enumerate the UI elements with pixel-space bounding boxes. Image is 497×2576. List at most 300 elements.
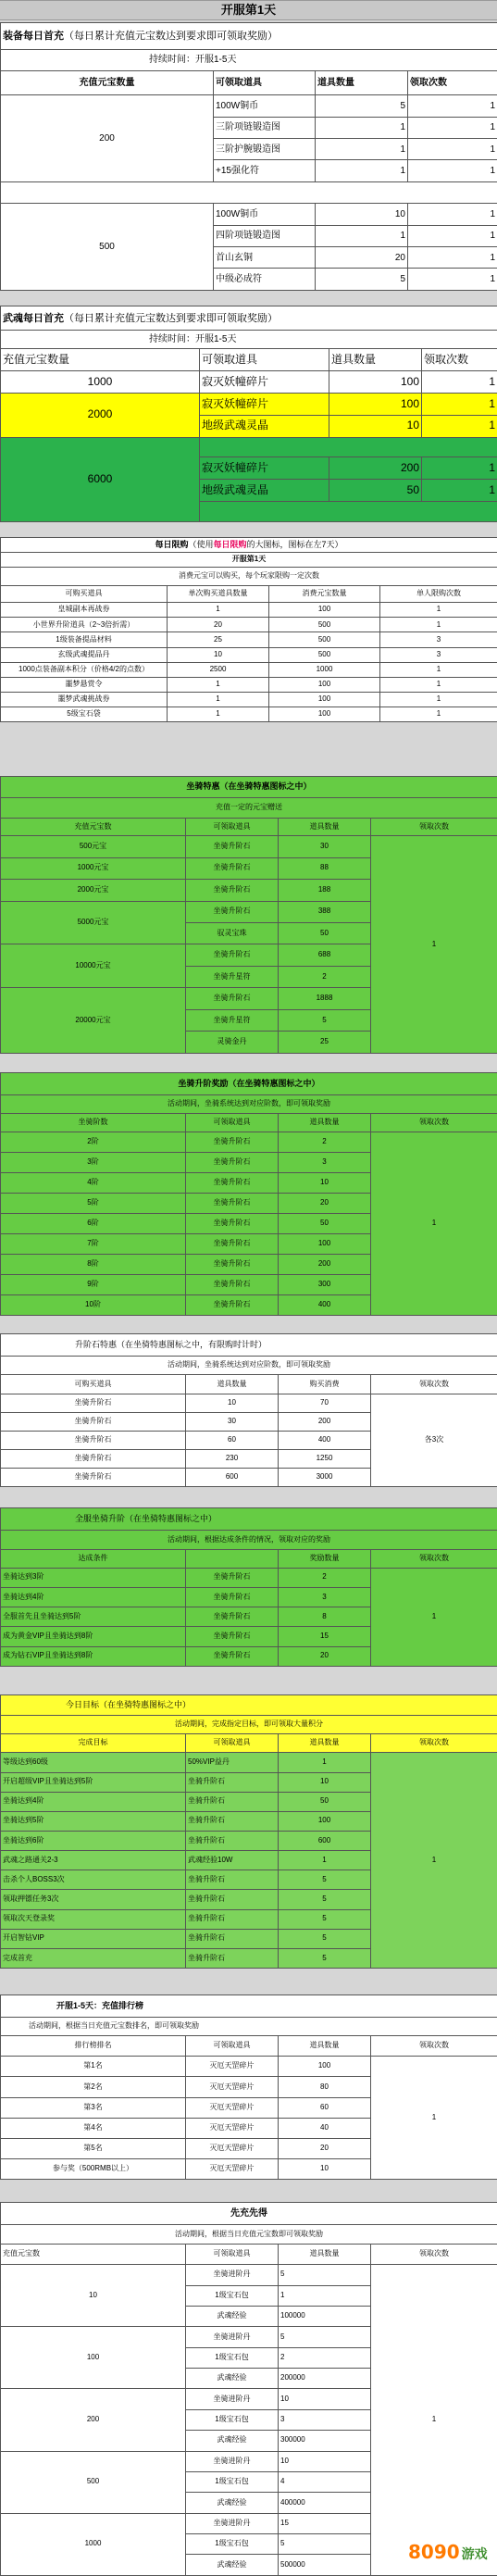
item-cell: 地级武魂灵晶 [200,480,329,502]
col-header: 道具数量 [186,1375,279,1394]
rank-cell: 第4名 [1,2118,186,2138]
col-header: 可领取道具 [200,348,329,370]
watermark-logo: 8090 [408,2541,460,2563]
qty-cell: 10 [186,1394,279,1413]
item-cell: 坐骑升阶石 [1,1413,186,1432]
rule-text: 充值一定的元宝赠送 [1,798,497,818]
qty-cell: 15 [279,1627,371,1646]
duration-text: 持续时间：开服1-5天 [1,49,497,70]
col-header: 单次购买道具数量 [168,586,269,603]
site-watermark [408,2541,491,2570]
qty-cell: 20 [316,247,408,269]
qty-cell: 50 [329,480,422,502]
qty-cell: 1 [168,603,269,618]
amount-cell: 500 [1,204,214,291]
qty-cell: 230 [186,1450,279,1469]
col-header: 道具数量 [279,2036,371,2057]
times-cell: 1 [408,117,497,138]
item-cell: 坐骑升阶石 [186,1909,279,1929]
qty-cell: 1 [168,677,269,692]
item-cell: 坐骑升阶石 [186,1948,279,1968]
limit-cell: 1 [380,677,497,692]
amount-cell: 1000 [1,370,200,393]
cost-cell: 3000 [279,1469,371,1487]
section-title: 开服1-5天：充值排行榜 [1,1995,497,2018]
qty-cell: 20 [279,2138,371,2158]
amount-cell: 1000 [1,2513,186,2575]
col-header: 可购买道具 [1,586,168,603]
mount-special-offer [0,776,497,1054]
times-cell: 1 [422,415,497,437]
item-cell: 1级宝石包 [186,2471,279,2492]
daily-goals [0,1694,497,1969]
qty-cell: 10 [168,647,269,662]
item-cell: +15强化符 [214,160,316,181]
item-cell: 坐骑升阶石 [1,1394,186,1413]
item-cell: 灭厄天罡碎片 [186,2118,279,2138]
item-cell: 坐骑升阶石 [186,1772,279,1792]
col-header: 充值元宝数量 [1,348,200,370]
qty-cell: 388 [279,901,371,922]
qty-cell: 200 [329,457,422,480]
qty-cell: 2 [279,2347,371,2368]
amount-cell: 10000元宝 [1,944,186,988]
item-cell: 坐骑升星符 [186,966,279,987]
col-header: 可领取道具 [214,71,316,95]
level-cell: 5阶 [1,1194,186,1214]
qty-cell: 400000 [279,2493,371,2513]
qty-cell: 20 [279,1194,371,1214]
item-cell: 1级宝石包 [186,2347,279,2368]
qty-cell: 1 [168,692,269,707]
times-cell: 1 [422,457,497,480]
qty-cell: 50 [279,922,371,944]
times-cell: 1 [371,2265,497,2576]
goal-cell: 坐骑达到5阶 [1,1811,186,1831]
qty-cell: 300000 [279,2431,371,2451]
rank-cell: 第3名 [1,2097,186,2118]
cost-cell: 1250 [279,1450,371,1469]
item-cell: 坐骑升阶石 [186,1792,279,1811]
amount-cell: 500 [1,2451,186,2513]
rule-text: 活动期间，根据当日充值元宝数即可领取奖励 [1,2225,497,2244]
qty-cell: 8 [279,1607,371,1627]
item-cell: 坐骑进阶丹 [186,2265,279,2285]
first-come-first-served [0,2202,497,2576]
col-header: 充值元宝数 [1,818,186,835]
item-cell: 1级宝石包 [186,2534,279,2555]
cost-cell: 500 [269,618,380,632]
col-header: 道具数量 [329,348,422,370]
item-cell: 100W铜币 [214,204,316,225]
goal-cell: 开启智钻VIP [1,1929,186,1948]
col-header: 领取次数 [371,818,497,835]
col-header: 达成条件 [1,1549,186,1568]
item-cell: 灭厄天罡碎片 [186,2097,279,2118]
qty-cell: 5 [279,2327,371,2347]
level-cell: 9阶 [1,1275,186,1295]
item-cell: 坐骑升阶石 [186,1153,279,1173]
rank-cell: 第2名 [1,2077,186,2097]
limit-cell: 1 [380,692,497,707]
section-title: 装备每日首充（每日累计充值元宝数达到要求即可领取奖励） [1,23,497,50]
col-header: 道具数量 [279,1114,371,1132]
goal-cell: 击杀个人BOSS3次 [1,1870,186,1890]
condition-cell: 坐骑达到3阶 [1,1568,186,1587]
item-cell: 坐骑升阶石 [186,1587,279,1607]
item-cell: 坐骑升阶石 [186,880,279,901]
day-subtitle: 开服第1天 [1,553,497,568]
item-cell: 坐骑进阶丹 [186,2327,279,2347]
item-cell: 灭厄天罡碎片 [186,2057,279,2077]
item-cell: 寂灭妖幢碎片 [200,393,329,415]
cost-cell: 100 [269,692,380,707]
times-cell: 1 [408,138,497,159]
item-cell: 灭厄天罡碎片 [186,2077,279,2097]
item-cell: 坐骑升阶石 [186,1173,279,1194]
qty-cell: 100 [329,370,422,393]
limit-cell: 1 [380,662,497,677]
item-cell: 玄级武魂提品丹 [1,647,168,662]
item-cell: 武魂经验 [186,2369,279,2389]
limit-cell: 3 [380,647,497,662]
section-title: 每日限购（使用每日限购的大图标，图标在左7天） [1,538,497,553]
qty-cell: 1 [279,1753,371,1772]
item-cell: 噩梦武魂挑战券 [1,692,168,707]
rule-text: 活动期间，根据当日充值元宝数排名，即可领取奖励 [1,2018,497,2036]
col-header: 奖励数量 [279,1549,371,1568]
qty-cell: 50 [279,1214,371,1234]
qty-cell: 30 [186,1413,279,1432]
goal-cell: 领取押镖任务3次 [1,1890,186,1909]
col-header: 领取次数 [371,1375,497,1394]
cost-cell: 100 [269,677,380,692]
qty-cell: 1 [316,117,408,138]
qty-cell: 5 [279,1890,371,1909]
qty-cell: 400 [279,1295,371,1316]
times-cell: 1 [408,269,497,291]
qty-cell: 1888 [279,988,371,1009]
condition-cell: 成为钻石VIP且坐骑达到8阶 [1,1646,186,1666]
rank-cell: 参与奖（500RMB以上） [1,2158,186,2179]
item-cell: 四阶项链锻造图 [214,225,316,246]
item-cell: 坐骑进阶丹 [186,2513,279,2533]
qty-cell: 80 [279,2077,371,2097]
item-cell: 坐骑升阶石 [186,1831,279,1850]
qty-cell: 2 [279,1132,371,1153]
col-header: 领取次数 [371,1114,497,1132]
item-cell: 寂灭妖幢碎片 [200,457,329,480]
qty-cell: 40 [279,2118,371,2138]
limit-cell: 1 [380,618,497,632]
qty-cell: 50 [279,1792,371,1811]
qty-cell: 5 [279,2265,371,2285]
qty-cell: 5 [279,1929,371,1948]
times-cell: 1 [408,247,497,269]
times-cell: 1 [408,204,497,225]
col-header: 可购买道具 [1,1375,186,1394]
watermark-text: 游戏 [461,2547,488,2562]
cost-cell: 500 [269,647,380,662]
times-cell: 1 [422,393,497,415]
section-title: 今日目标（在坐骑特惠图标之中） [1,1695,497,1716]
item-cell: 坐骑升阶石 [186,1255,279,1275]
col-header: 充值元宝数量 [1,71,214,95]
goal-cell: 坐骑达到6阶 [1,1831,186,1850]
item-cell: 坐骑升阶石 [186,1132,279,1153]
col-header: 可领取道具 [186,1734,279,1753]
item-cell: 坐骑升阶石 [186,1234,279,1255]
item-cell: 坐骑进阶丹 [186,2451,279,2471]
item-cell: 首山玄铜 [214,247,316,269]
level-cell: 8阶 [1,1255,186,1275]
qty-cell: 3 [279,1587,371,1607]
qty-cell: 5 [279,2534,371,2555]
cost-cell: 1000 [269,662,380,677]
item-cell: 坐骑升阶石 [186,1295,279,1316]
qty-cell: 188 [279,880,371,901]
section-title: 坐骑特惠（在坐骑特惠图标之中） [1,777,497,798]
qty-cell: 200 [279,1255,371,1275]
item-cell: 坐骑升阶石 [186,1568,279,1587]
times-cell: 各3次 [371,1394,497,1487]
col-header: 领取次数 [371,1549,497,1568]
qty-cell: 1 [316,225,408,246]
rule-text: 活动期间，坐骑系统达到对应阶数，即可领取奖励 [1,1357,497,1375]
col-header: 充值元宝数 [1,2244,186,2264]
item-cell: 1级宝石包 [186,2409,279,2430]
item-cell: 1级宝石包 [186,2285,279,2306]
goal-cell: 开启超级VIP且坐骑达到5阶 [1,1772,186,1792]
col-header: 领取次数 [371,2244,497,2264]
col-header: 可领取道具 [186,2036,279,2057]
item-cell: 小世界升阶道具（2~3倍折需） [1,618,168,632]
item-cell: 驭灵宝珠 [186,922,279,944]
item-cell: 坐骑升阶石 [186,1627,279,1646]
rule-text: 活动期间，坐骑系统达到对应阶数，即可领取奖励 [1,1095,497,1114]
level-cell: 7阶 [1,1234,186,1255]
limit-cell: 1 [380,707,497,721]
level-cell: 10阶 [1,1295,186,1316]
rule-text: 活动期间，根据达成条件的情况，领取对应的奖励 [1,1531,497,1549]
qty-cell: 200000 [279,2369,371,2389]
amount-cell: 200 [1,2389,186,2451]
times-cell: 1 [371,1568,497,1666]
item-cell: 灭厄天罡碎片 [186,2138,279,2158]
goal-cell: 武魂之路通关2-3 [1,1851,186,1870]
goal-cell: 领取次天登录奖 [1,1909,186,1929]
cost-cell: 200 [279,1413,371,1432]
level-cell: 3阶 [1,1153,186,1173]
qty-cell: 1 [316,160,408,181]
item-cell: 坐骑升阶石 [186,1194,279,1214]
qty-cell: 5 [316,95,408,117]
limit-cell: 3 [380,632,497,647]
item-cell: 100W铜币 [214,95,316,117]
item-cell: 灵骑金丹 [186,1032,279,1054]
qty-cell: 60 [279,2097,371,2118]
col-header: 领取次数 [408,71,497,95]
qty-cell: 25 [168,632,269,647]
amount-cell: 100 [1,2327,186,2389]
section-title: 坐骑升阶奖励（在坐骑特惠图标之中） [1,1073,497,1095]
limit-cell: 1 [380,603,497,618]
times-cell: 1 [408,95,497,117]
level-cell: 2阶 [1,1132,186,1153]
item-cell: 武魂经验10W [186,1851,279,1870]
upgrade-stone-offer [0,1333,497,1486]
qty-cell: 10 [279,1772,371,1792]
qty-cell: 20 [168,618,269,632]
qty-cell: 100 [279,1811,371,1831]
item-cell: 坐骑升阶石 [186,944,279,966]
item-cell: 武魂经验 [186,2431,279,2451]
level-cell: 4阶 [1,1173,186,1194]
rank-cell: 第1名 [1,2057,186,2077]
qty-cell: 2 [279,1568,371,1587]
condition-cell: 坐骑达到4阶 [1,1587,186,1607]
qty-cell: 25 [279,1032,371,1054]
item-cell: 武魂经验 [186,2555,279,2576]
item-cell: 坐骑升阶石 [186,1275,279,1295]
qty-cell: 3 [279,1153,371,1173]
item-cell: 坐骑升阶石 [186,1646,279,1666]
goal-cell: 等级达到60级 [1,1753,186,1772]
col-header: 坐骑阶数 [1,1114,186,1132]
item-cell: 坐骑升阶石 [186,836,279,857]
times-cell: 1 [408,160,497,181]
item-cell: 武魂经验 [186,2306,279,2326]
qty-cell: 3 [279,2409,371,2430]
qty-cell: 5 [279,1009,371,1031]
section-title: 全服坐骑升阶（在坐骑特惠图标之中） [1,1508,497,1531]
section-title: 先充先得 [1,2203,497,2225]
qty-cell: 10 [279,2451,371,2471]
qty-cell: 5 [279,1948,371,1968]
daily-limited-purchase [0,537,497,722]
qty-cell: 10 [279,2158,371,2179]
item-cell: 坐骑升阶石 [186,901,279,922]
item-cell: 坐骑升阶石 [1,1469,186,1487]
amount-cell: 2000元宝 [1,880,186,901]
equip-daily-recharge [0,22,497,291]
col-header: 排行榜排名 [1,2036,186,2057]
rule-text: 消费元宝可以购买，每个玩家限购一定次数 [1,568,497,586]
item-cell: 坐骑升阶石 [186,1811,279,1831]
times-cell: 1 [371,1753,497,1969]
item-cell: 三阶护腕锻造图 [214,138,316,159]
col-header: 领取次数 [422,348,497,370]
col-header: 单人限购次数 [380,586,497,603]
item-cell: 坐骑进阶丹 [186,2389,279,2409]
amount-cell: 2000 [1,393,200,437]
qty-cell: 4 [279,2471,371,2492]
item-cell: 坐骑升阶石 [186,1870,279,1890]
duration-text: 持续时间：开服1-5天 [1,331,497,349]
col-header: 完成目标 [1,1734,186,1753]
col-header: 可领取道具 [186,818,279,835]
item-cell: 5级宝石袋 [1,707,168,721]
wuhun-daily-recharge [0,306,497,522]
goal-cell: 坐骑达到4阶 [1,1792,186,1811]
qty-cell: 2500 [168,662,269,677]
times-cell: 1 [371,1132,497,1316]
item-cell: 皇城副本再战券 [1,603,168,618]
item-cell: 武魂经验 [186,2493,279,2513]
item-cell: 坐骑升阶石 [1,1450,186,1469]
qty-cell: 30 [279,836,371,857]
item-cell: 坐骑升阶石 [1,1432,186,1450]
cost-cell: 70 [279,1394,371,1413]
qty-cell: 15 [279,2513,371,2533]
item-cell: 三阶项链锻造图 [214,117,316,138]
qty-cell: 100000 [279,2306,371,2326]
qty-cell: 10 [329,415,422,437]
qty-cell: 20 [279,1646,371,1666]
times-cell: 1 [371,836,497,1054]
condition-cell: 成为黄金VIP且坐骑达到8阶 [1,1627,186,1646]
amount-cell: 500元宝 [1,836,186,857]
qty-cell: 1 [279,1851,371,1870]
amount-cell: 6000 [1,437,200,521]
qty-cell: 600 [279,1831,371,1850]
qty-cell: 1 [316,138,408,159]
qty-cell: 100 [279,1234,371,1255]
condition-cell: 全服首先且坐骑达到5阶 [1,1607,186,1627]
item-cell: 坐骑升阶石 [186,1607,279,1627]
qty-cell: 60 [186,1432,279,1450]
level-cell: 6阶 [1,1214,186,1234]
col-header: 领取次数 [371,1734,497,1753]
page-title: 开服第1天 [0,0,497,20]
col-header: 道具数量 [279,1734,371,1753]
server-mount-upgrade [0,1507,497,1667]
item-cell: 灭厄天罡碎片 [186,2158,279,2179]
qty-cell: 300 [279,1275,371,1295]
qty-cell: 2 [279,966,371,987]
mount-upgrade-reward [0,1072,497,1315]
rank-cell: 第5名 [1,2138,186,2158]
item-cell: 1级装备提品材料 [1,632,168,647]
qty-cell: 100 [279,2057,371,2077]
qty-cell: 600 [186,1469,279,1487]
col-header: 道具数量 [316,71,408,95]
times-cell: 1 [408,225,497,246]
times-cell: 1 [371,2057,497,2180]
qty-cell: 5 [279,1870,371,1890]
cost-cell: 400 [279,1432,371,1450]
item-cell: 坐骑升阶石 [186,1214,279,1234]
item-cell: 中级必成符 [214,269,316,291]
item-cell: 坐骑升阶石 [186,1929,279,1948]
qty-cell: 688 [279,944,371,966]
item-cell: 坐骑升阶石 [186,1890,279,1909]
item-cell: 坐骑升阶石 [186,988,279,1009]
amount-cell: 1000元宝 [1,857,186,879]
col-header: 可领取道具 [186,1114,279,1132]
qty-cell: 1 [168,707,269,721]
times-cell: 1 [422,370,497,393]
item-cell: 1000点装备副本积分（价格4/2的点数） [1,662,168,677]
amount-cell: 10 [1,2265,186,2327]
amount-cell: 200 [1,95,214,182]
recharge-ranking [0,1995,497,2180]
qty-cell: 10 [279,1173,371,1194]
rule-text: 活动期间，完成指定目标，即可领取大量积分 [1,1716,497,1734]
cost-cell: 100 [269,603,380,618]
times-cell: 1 [422,480,497,502]
amount-cell: 20000元宝 [1,988,186,1054]
